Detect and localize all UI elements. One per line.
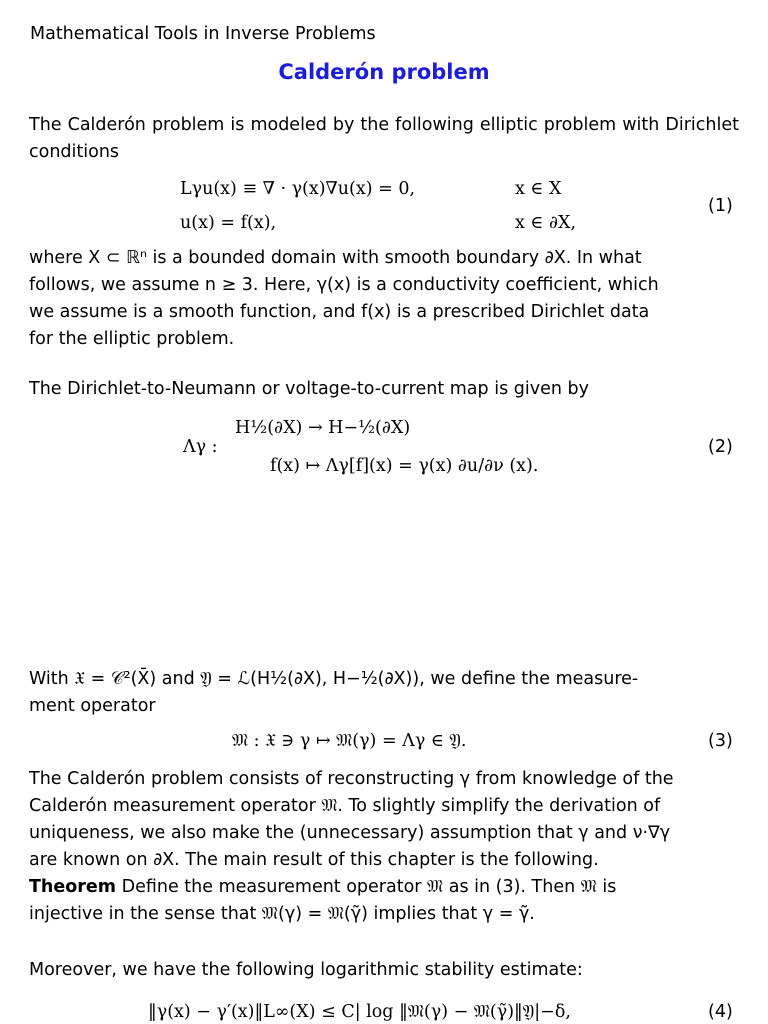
paragraph-stability: Moreover, we have the following logarithmic stability estimate: bbox=[29, 960, 583, 980]
section-title: Calderón problem bbox=[278, 60, 490, 84]
theorem-text-line2: injective in the sense that 𝔐(γ) = 𝔐(γ̃) implies that γ = γ̃. bbox=[29, 904, 535, 924]
eq2-row2: f(x) ↦ Λγ[f](x) = γ(x) ∂u/∂ν (x). bbox=[270, 456, 539, 476]
paragraph-domain-line1: where X ⊂ ℝⁿ is a bounded domain with smooth boundary ∂X. In what bbox=[29, 248, 642, 268]
paragraph-domain-line2: follows, we assume n ≥ 3. Here, γ(x) is a conductivity coefficient, which bbox=[29, 275, 659, 295]
paragraph-problem bbox=[29, 766, 739, 928]
running-header: Mathematical Tools in Inverse Problems bbox=[30, 24, 376, 44]
eq2-lhs: Λγ : bbox=[183, 437, 218, 457]
paragraph-problem-line1: The Calderón problem consists of reconstructing γ from knowledge of the bbox=[29, 769, 674, 789]
eq4-number: (4) bbox=[708, 1002, 733, 1022]
eq2-number: (2) bbox=[708, 437, 733, 457]
theorem-line1 bbox=[29, 874, 739, 901]
eq1-number: (1) bbox=[708, 196, 733, 216]
eq3-number: (3) bbox=[708, 731, 733, 751]
paragraph-problem-line3: uniqueness, we also make the (unnecessary) assumption that γ and ν·∇γ bbox=[29, 823, 671, 843]
eq2-row1: H½(∂X) → H−½(∂X) bbox=[235, 418, 411, 438]
paragraph-dtn-map: The Dirichlet-to-Neumann or voltage-to-current map is given by bbox=[29, 379, 589, 399]
paragraph-problem-line2: Calderón measurement operator 𝔐. To slightly simplify the derivation of bbox=[29, 796, 661, 816]
paragraph-measurement-line2: ment operator bbox=[29, 696, 156, 716]
eq4: ‖γ(x) − γ′(x)‖L∞(X) ≤ C| log ‖𝔐(γ) − 𝔐(γ̃)‖𝔜|−δ, bbox=[148, 1002, 571, 1022]
theorem-text-line1: Define the measurement operator 𝔐 as in (3). Then 𝔐 is bbox=[121, 877, 617, 897]
paragraph-domain-line4: for the elliptic problem. bbox=[29, 329, 235, 349]
eq3: 𝔐 : 𝔛 ∋ γ ↦ 𝔐(γ) = Λγ ∈ 𝔜. bbox=[232, 731, 467, 751]
paragraph-problem-line4: are known on ∂X. The main result of this chapter is the following. bbox=[29, 850, 599, 870]
eq1-line1-condition: x ∈ X bbox=[515, 179, 562, 199]
paragraph-measurement-line1: With 𝔛 = 𝒞²(X̄) and 𝔜 = ℒ(H½(∂X), H−½(∂X)), we define the measure- bbox=[29, 669, 639, 689]
eq1-line2: u(x) = f(x), bbox=[180, 213, 277, 233]
paragraph-domain-line3: we assume is a smooth function, and f(x) is a prescribed Dirichlet data bbox=[29, 302, 650, 322]
eq1-line2-condition: x ∈ ∂X, bbox=[515, 213, 577, 233]
theorem-label: Theorem bbox=[29, 877, 117, 897]
eq1-line1: Lγu(x) ≡ ∇ · γ(x)∇u(x) = 0, bbox=[180, 179, 416, 199]
paragraph-domain bbox=[29, 245, 739, 353]
paragraph-measurement bbox=[29, 666, 739, 720]
intro-paragraph: The Calderón problem is modeled by the following elliptic problem with Dirichlet conditions bbox=[29, 115, 739, 162]
